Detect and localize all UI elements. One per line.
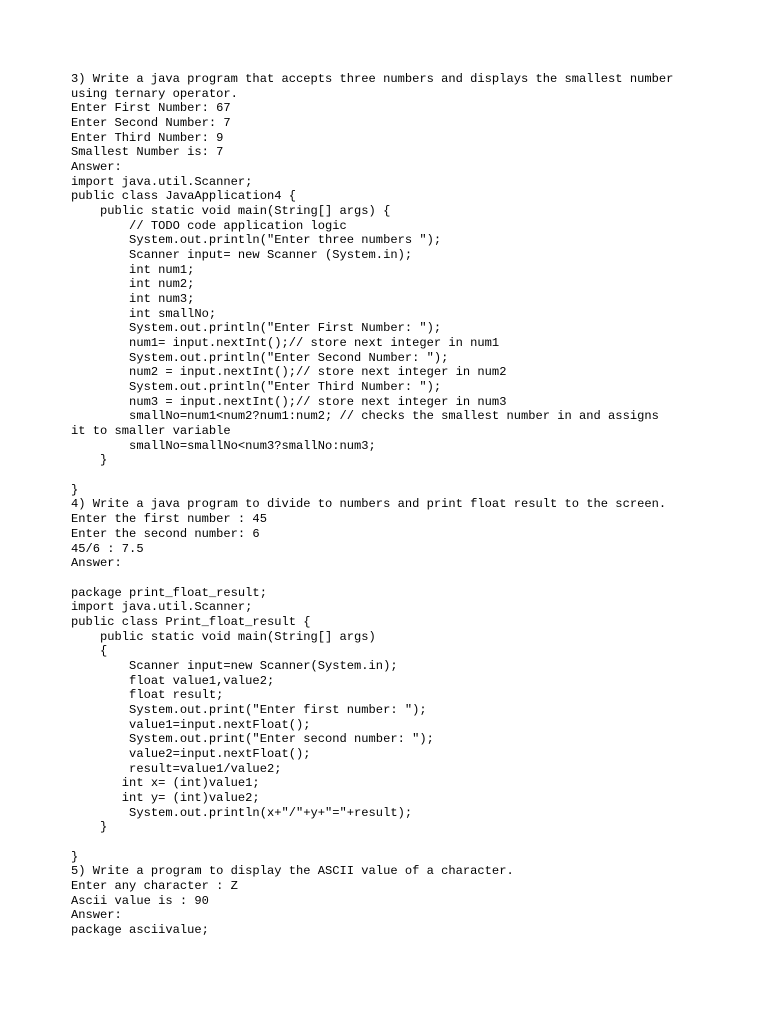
code-line: float result;	[71, 688, 224, 703]
code-line: import java.util.Scanner;	[71, 600, 253, 615]
code-line: package asciivalue;	[71, 922, 209, 937]
code-line: public class Print_float_result {	[71, 614, 311, 629]
code-line: smallNo=smallNo<num3?smallNo:num3;	[71, 438, 376, 453]
code-line: int num3;	[71, 292, 195, 307]
code-line: package print_float_result;	[71, 585, 267, 600]
sample-io-line: Enter Third Number: 9	[71, 130, 224, 145]
code-line: result=value1/value2;	[71, 761, 282, 776]
code-line: // TODO code application logic	[71, 218, 347, 233]
code-line: int y= (int)value2;	[71, 790, 260, 805]
code-line: public static void main(String[] args)	[71, 629, 376, 644]
code-line: num1= input.nextInt();// store next integer in num1	[71, 336, 500, 351]
code-line: System.out.println("Enter First Number: ");	[71, 321, 442, 336]
sample-io-line: Enter the first number : 45	[71, 512, 267, 527]
code-line: int smallNo;	[71, 306, 217, 321]
code-line: }	[71, 482, 79, 497]
code-line: {	[71, 644, 108, 659]
question-4-line: 4) Write a java program to divide to numbers and print float result to the screen.	[71, 497, 667, 512]
code-line: int num1;	[71, 262, 195, 277]
document-page	[71, 72, 761, 938]
code-line: System.out.print("Enter first number: ");	[71, 702, 427, 717]
code-line: System.out.println("Enter Third Number: ");	[71, 380, 442, 395]
answer-label: Answer:	[71, 556, 122, 571]
answer-label: Answer:	[71, 908, 122, 923]
sample-io-line: Enter First Number: 67	[71, 101, 231, 116]
code-line: }	[71, 849, 79, 864]
code-line: }	[71, 820, 108, 835]
sample-io-line: Ascii value is : 90	[71, 893, 209, 908]
question-3-line-1: 3) Write a java program that accepts three numbers and displays the smallest number	[71, 72, 674, 86]
blank-line	[71, 835, 761, 850]
blank-line	[71, 468, 761, 483]
sample-io-line: Enter Second Number: 7	[71, 116, 231, 131]
blank-line	[71, 571, 761, 586]
sample-io-line: Enter the second number: 6	[71, 526, 260, 541]
sample-io-line: 45/6 : 7.5	[71, 541, 144, 556]
code-line: public class JavaApplication4 {	[71, 189, 296, 204]
question-5-line: 5) Write a program to display the ASCII value of a character.	[71, 864, 514, 879]
code-line: smallNo=num1<num2?num1:num2; // checks the smallest number in and assigns	[71, 409, 659, 424]
code-line: System.out.println("Enter Second Number: ");	[71, 350, 449, 365]
code-line: float value1,value2;	[71, 673, 275, 688]
code-line: num3 = input.nextInt();// store next integer in num3	[71, 394, 507, 409]
code-line: Scanner input=new Scanner(System.in);	[71, 658, 398, 673]
code-line: public static void main(String[] args) {	[71, 204, 391, 219]
code-line: num2 = input.nextInt();// store next integer in num2	[71, 365, 507, 380]
question-3-line-2: using ternary operator.	[71, 86, 238, 101]
code-line: value1=input.nextFloat();	[71, 717, 311, 732]
code-line: int x= (int)value1;	[71, 776, 260, 791]
code-line: }	[71, 453, 108, 468]
code-line: import java.util.Scanner;	[71, 174, 253, 189]
code-line: System.out.println("Enter three numbers ");	[71, 233, 442, 248]
sample-io-line: Enter any character : Z	[71, 878, 238, 893]
code-line: it to smaller variable	[71, 424, 231, 439]
code-line: Scanner input= new Scanner (System.in);	[71, 248, 413, 263]
code-line: int num2;	[71, 277, 195, 292]
sample-io-line: Smallest Number is: 7	[71, 145, 224, 160]
code-line: value2=input.nextFloat();	[71, 746, 311, 761]
answer-label: Answer:	[71, 160, 122, 175]
code-line: System.out.println(x+"/"+y+"="+result);	[71, 805, 413, 820]
code-line: System.out.print("Enter second number: ");	[71, 732, 434, 747]
